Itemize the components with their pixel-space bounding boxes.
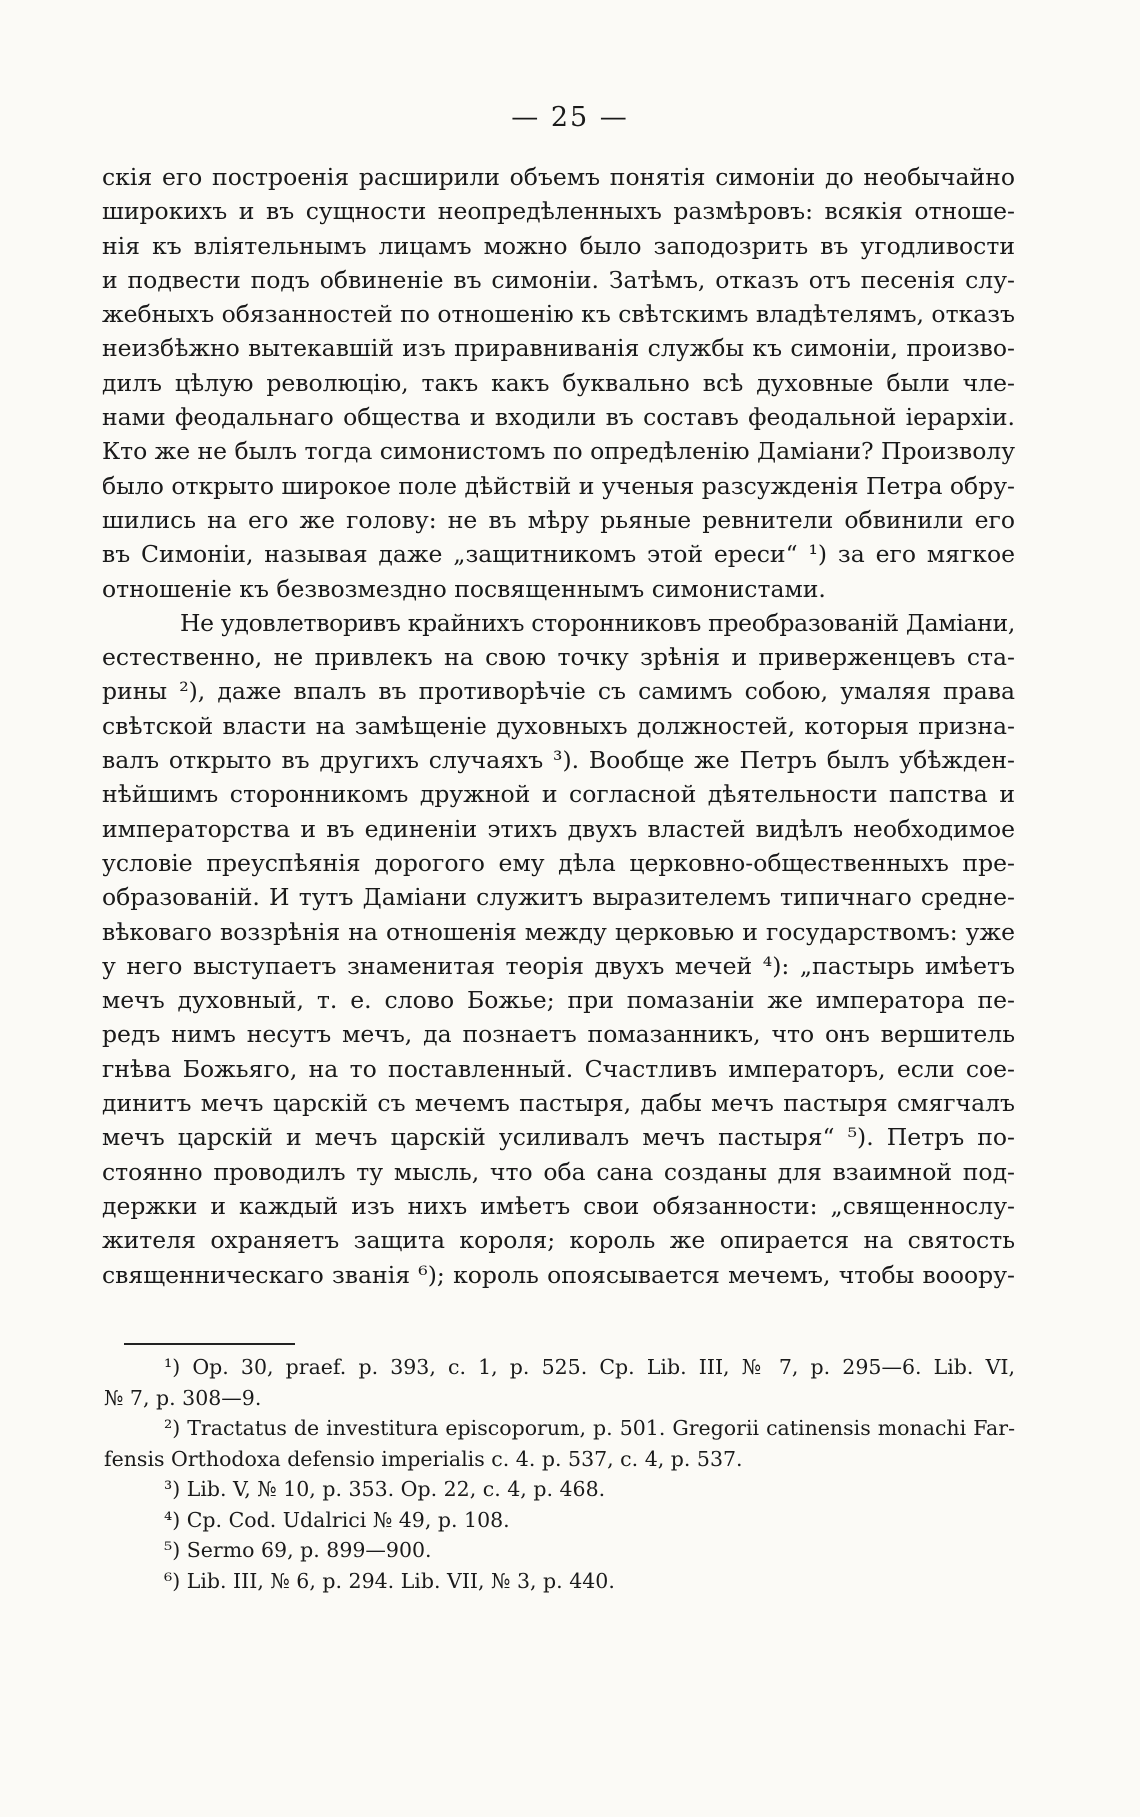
- paragraph-start-line: Не удовлетворивъ крайнихъ сторонниковъ преобразованій Даміани,: [180, 608, 1015, 637]
- text-line: у него выступаетъ знаменитая теорія двухъ мечей ⁴): „пастырь имѣетъ: [102, 951, 1015, 980]
- text-line: нія къ вліятельнымъ лицамъ можно было заподозрить въ угодливости: [102, 231, 1015, 260]
- text-line: нами феодальнаго общества и входили въ составъ феодальной іерархіи.: [102, 403, 1015, 432]
- text-line: императорства и въ единеніи этихъ двухъ властей видѣлъ необходимое: [102, 814, 1015, 843]
- footnote-2-continuation: fensis Orthodoxa defensio imperialis c. 4. p. 537, c. 4, p. 537.: [104, 1446, 743, 1471]
- text-line: неизбѣжно вытекавшій изъ приравниванія службы къ симоніи, произво-: [102, 334, 1015, 363]
- text-line: редъ нимъ несутъ мечъ, да познаетъ помазанникъ, что онъ вершитель: [102, 1020, 1015, 1049]
- paragraph-end-line: отношеніе къ безвозмездно посвященнымъ симонистами.: [102, 574, 826, 603]
- footnote-3: ³) Lib. V, № 10, p. 353. Op. 22, c. 4, p. 468.: [164, 1477, 606, 1501]
- footnote-4: ⁴) Cp. Cod. Udalrici № 49, p. 108.: [164, 1507, 510, 1532]
- text-line: мечъ духовный, т. е. слово Божье; при помазаніи же императора пе-: [102, 986, 1015, 1015]
- body-text: [102, 160, 1015, 1292]
- text-line: гнѣва Божьяго, на то поставленный. Счастливъ императоръ, если сое-: [102, 1054, 1015, 1083]
- text-line: скія его построенія расширили объемъ понятія симоніи до необычайно: [102, 163, 1015, 191]
- text-line: свѣтской власти на замѣщеніе духовныхъ должностей, которыя призна-: [102, 711, 1015, 740]
- text-line: условіе преуспѣянія дорогого ему дѣла церковно-общественныхъ пре-: [102, 848, 1015, 877]
- text-line: естественно, не привлекъ на свою точку зрѣнія и приверженцевъ ста-: [102, 643, 1015, 672]
- text-line: стоянно проводилъ ту мысль, что оба сана созданы для взаимной под-: [102, 1157, 1015, 1186]
- text-line: валъ открыто въ другихъ случаяхъ ³). Вообще же Петръ былъ убѣжден-: [102, 746, 1015, 775]
- footnote-1-continuation: № 7, p. 308—9.: [104, 1385, 262, 1410]
- text-line: дилъ цѣлую революцію, такъ какъ буквально всѣ духовные были чле-: [102, 368, 1015, 397]
- text-line: образованій. И тутъ Даміани служитъ выразителемъ типичнаго средне-: [102, 883, 1015, 912]
- text-line: динитъ мечъ царскій съ мечемъ пастыря, дабы мечъ пастыря смягчалъ: [102, 1089, 1015, 1118]
- text-line: вѣковаго воззрѣнія на отношенія между церковью и государствомъ: уже: [102, 917, 1015, 946]
- text-line: священническаго званія ⁶); король опоясывается мечемъ, чтобы вооору-: [102, 1260, 1015, 1289]
- text-line: держки и каждый изъ нихъ имѣетъ свои обязанности: „священнослу-: [102, 1191, 1015, 1220]
- text-line: нѣйшимъ сторонникомъ дружной и согласной дѣятельности папства и: [102, 780, 1015, 809]
- text-line: Кто же не былъ тогда симонистомъ по опредѣленію Даміани? Произволу: [102, 437, 1015, 466]
- text-line: и подвести подъ обвиненіе въ симоніи. Затѣмъ, отказъ отъ песенія слу-: [102, 265, 1015, 294]
- footnotes: [104, 1352, 1015, 1596]
- text-line: жебныхъ обязанностей по отношенію къ свѣтскимъ владѣтелямъ, отказъ: [102, 300, 1015, 329]
- footnote-2: ²) Tractatus de investitura episcoporum, p. 501. Gregorii catinensis monachi Far-: [164, 1416, 1015, 1440]
- page-number: — 25 —: [511, 102, 629, 133]
- text-line: было открыто широкое поле дѣйствій и ученыя разсужденія Петра обру-: [102, 471, 1015, 500]
- text-line: шились на его же голову: не въ мѣру рьяные ревнители обвинили его: [102, 505, 1015, 534]
- text-line: рины ²), даже впалъ въ противорѣчіе съ самимъ собою, умаляя права: [102, 677, 1015, 706]
- footnote-5: ⁵) Sermo 69, p. 899—900.: [164, 1538, 432, 1562]
- footnote-divider: [124, 1343, 295, 1345]
- text-line: мечъ царскій и мечъ царскій усиливалъ мечъ пастыря“ ⁵). Петръ по-: [102, 1123, 1015, 1152]
- text-line: въ Симоніи, называя даже „защитникомъ этой ереси“ ¹) за его мягкое: [102, 540, 1015, 569]
- text-line: жителя охраняетъ защита короля; король же опирается на святость: [102, 1226, 1015, 1255]
- footnote-6: ⁶) Lib. III, № 6, p. 294. Lib. VII, № 3, p. 440.: [164, 1568, 615, 1593]
- text-line: широкихъ и въ сущности неопредѣленныхъ размѣровъ: всякія отноше-: [102, 197, 1015, 226]
- footnote-1: ¹) Op. 30, praef. p. 393, c. 1, p. 525. Cp. Lib. III, № 7, p. 295—6. Lib. VI,: [164, 1355, 1015, 1379]
